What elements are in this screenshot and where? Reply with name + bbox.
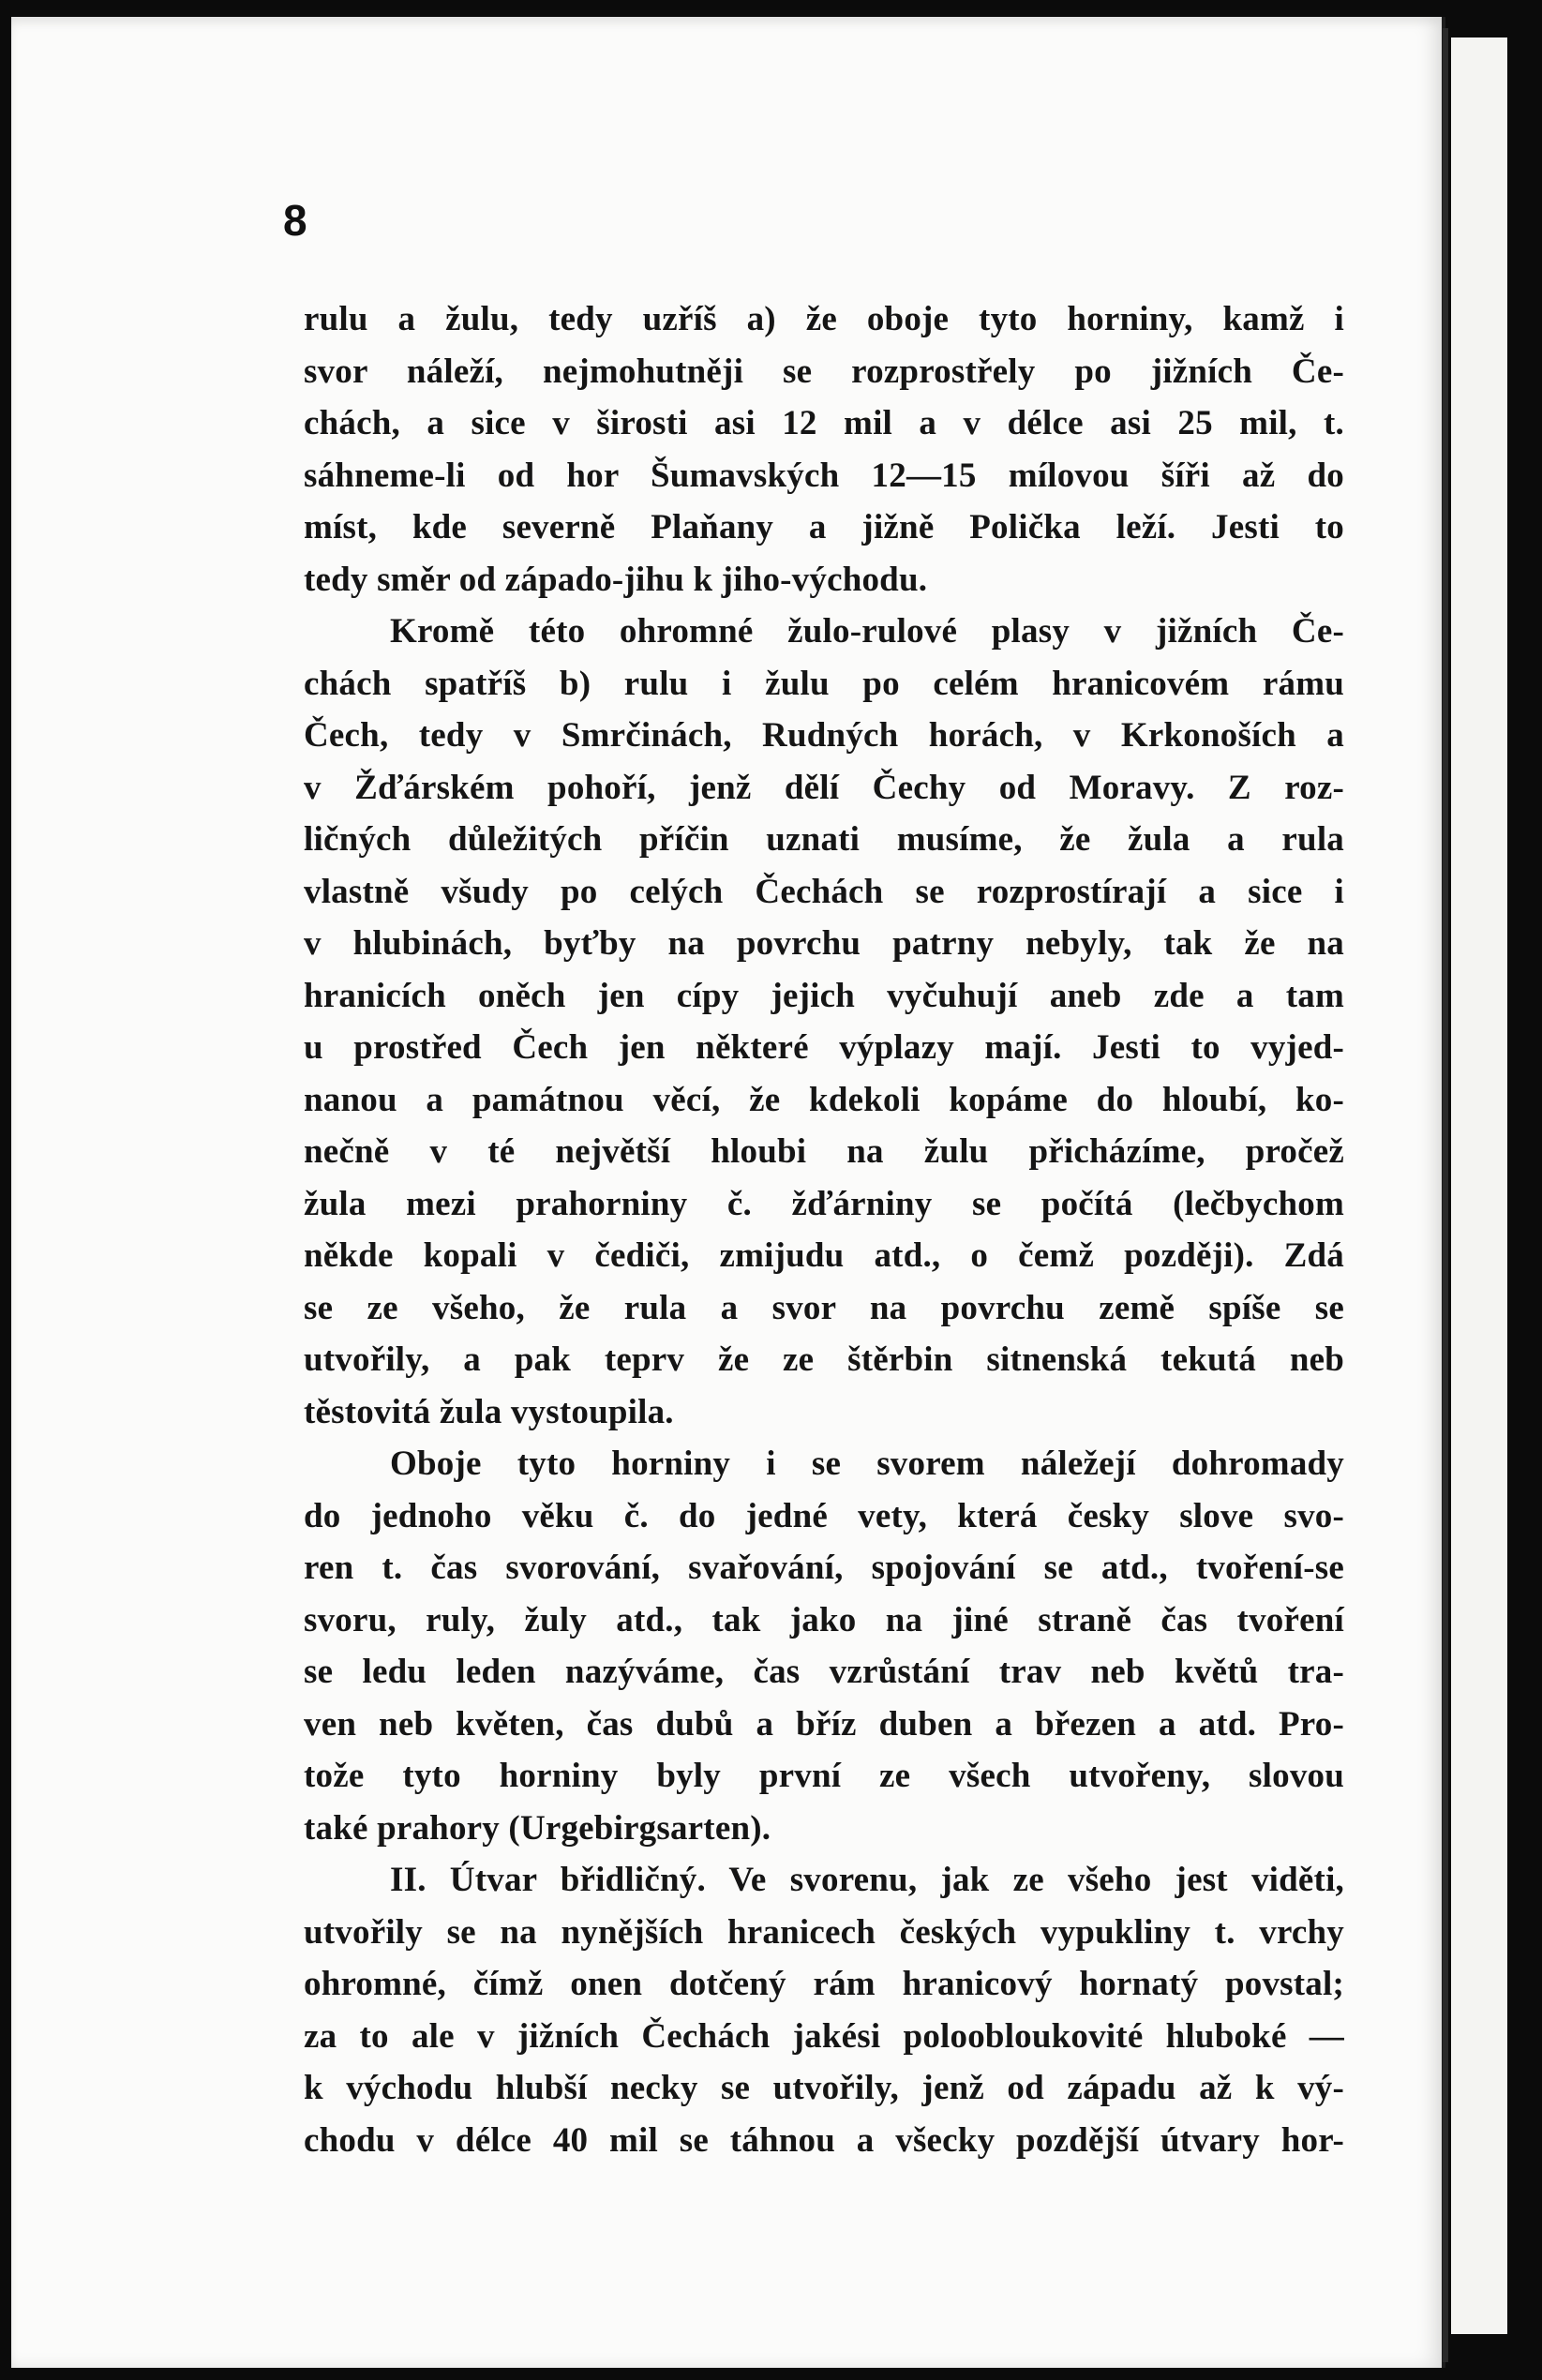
text-line: Oboje tyto horniny i se svorem náležejí dohromady [390,1444,1344,1483]
text-line: svoru, ruly, žuly atd., tak jako na jiné straně čas tvoření [304,1600,1344,1639]
text-line: žula mezi prahorniny č. žďárniny se počítá (lečbychom [304,1184,1344,1223]
text-line: ren t. čas svorování, svařování, spojování se atd., tvoření-se [304,1549,1344,1587]
paragraph-1 [304,293,1344,606]
text-line: za to ale v jižních Čechách jakési poloobloukovité hluboké — [304,2016,1344,2056]
text-line: se ze všeho, že rula a svor na povrchu země spíše se [304,1288,1344,1327]
page-number: 8 [283,196,307,245]
text-line: chách spatříš b) rulu i žulu po celém hranicovém rámu [304,664,1344,703]
text-line: sáhneme-li od hor Šumavských 12—15 mílovou šíři až do [304,456,1344,495]
text-line: nanou a památnou věcí, že kdekoli kopáme do hloubí, ko- [304,1080,1344,1119]
text-line: vlastně všudy po celých Čechách se rozprostírají a sice i [304,872,1344,911]
text-line: Kromě této ohromné žulo-rulové plasy v jižních Če- [390,612,1344,651]
text-line: také prahory (Urgebirgsarten). [304,1808,771,1848]
page-edge [1443,28,1448,2362]
paragraph-3 [304,1438,1344,1854]
text-line: II. Útvar břidličný. Ve svorenu, jak ze všeho jest viděti, [390,1861,1344,1899]
text-line: rulu a žulu, tedy uzříš a) že oboje tyto horniny, kamž i [304,300,1344,338]
text-line: u prostřed Čech jen některé výplazy mají. Jesti to vyjed- [304,1028,1344,1067]
next-page-edge [1451,37,1507,2334]
text-line: ličných důležitých příčin uznati musíme, že žula a rula [304,820,1344,859]
text-line: se ledu leden nazýváme, čas vzrůstání trav neb květů tra- [304,1653,1344,1691]
text-line: k východu hlubší necky se utvořily, jenž od západu až k vý- [304,2069,1344,2107]
text-line: těstovitá žula vystoupila. [304,1392,674,1431]
text-line: utvořily se na nynějších hranicech českých vypukliny t. vrchy [304,1912,1344,1952]
body-text [304,293,1344,2166]
text-line: míst, kde severně Plaňany a jižně Polička leží. Jesti to [304,508,1344,546]
text-line: Čech, tedy v Smrčinách, Rudných horách, v Krkonoších a [304,716,1344,755]
text-line: v hlubinách, byťby na povrchu patrny nebyly, tak že na [304,924,1344,963]
text-line: ven neb květen, čas dubů a bříz duben a březen a atd. Pro- [304,1704,1344,1744]
text-line: tože tyto horniny byly první ze všech utvořeny, slovou [304,1757,1344,1795]
text-line: nečně v té největší hloubi na žulu přicházíme, pročež [304,1132,1344,1171]
paragraph-2 [304,606,1344,1438]
text-line: chách, a sice v širosti asi 12 mil a v délce asi 25 mil, t. [304,404,1344,442]
text-line: utvořily, a pak teprv že ze štěrbin sitnenská tekutá neb [304,1340,1344,1379]
text-line: v Žďárském pohoří, jenž dělí Čechy od Moravy. Z roz- [304,768,1344,807]
text-line: ohromné, čímž onen dotčený rám hranicový hornatý povstal; [304,1965,1344,2003]
text-line: hranicích oněch jen cípy jejich vyčuhují aneb zde a tam [304,976,1344,1015]
text-line: chodu v délce 40 mil se táhnou a všecky pozdější útvary hor- [304,2120,1344,2160]
text-line: do jednoho věku č. do jedné vety, která česky slove svo- [304,1496,1344,1535]
text-line: někde kopali v čediči, zmijudu atd., o čemž později). Zdá [304,1236,1344,1275]
text-line: svor náleží, nejmohutněji se rozprostřely po jižních Če- [304,352,1344,391]
text-line: tedy směr od západo-jihu k jiho-východu. [304,560,928,599]
paragraph-4 [304,1854,1344,2166]
